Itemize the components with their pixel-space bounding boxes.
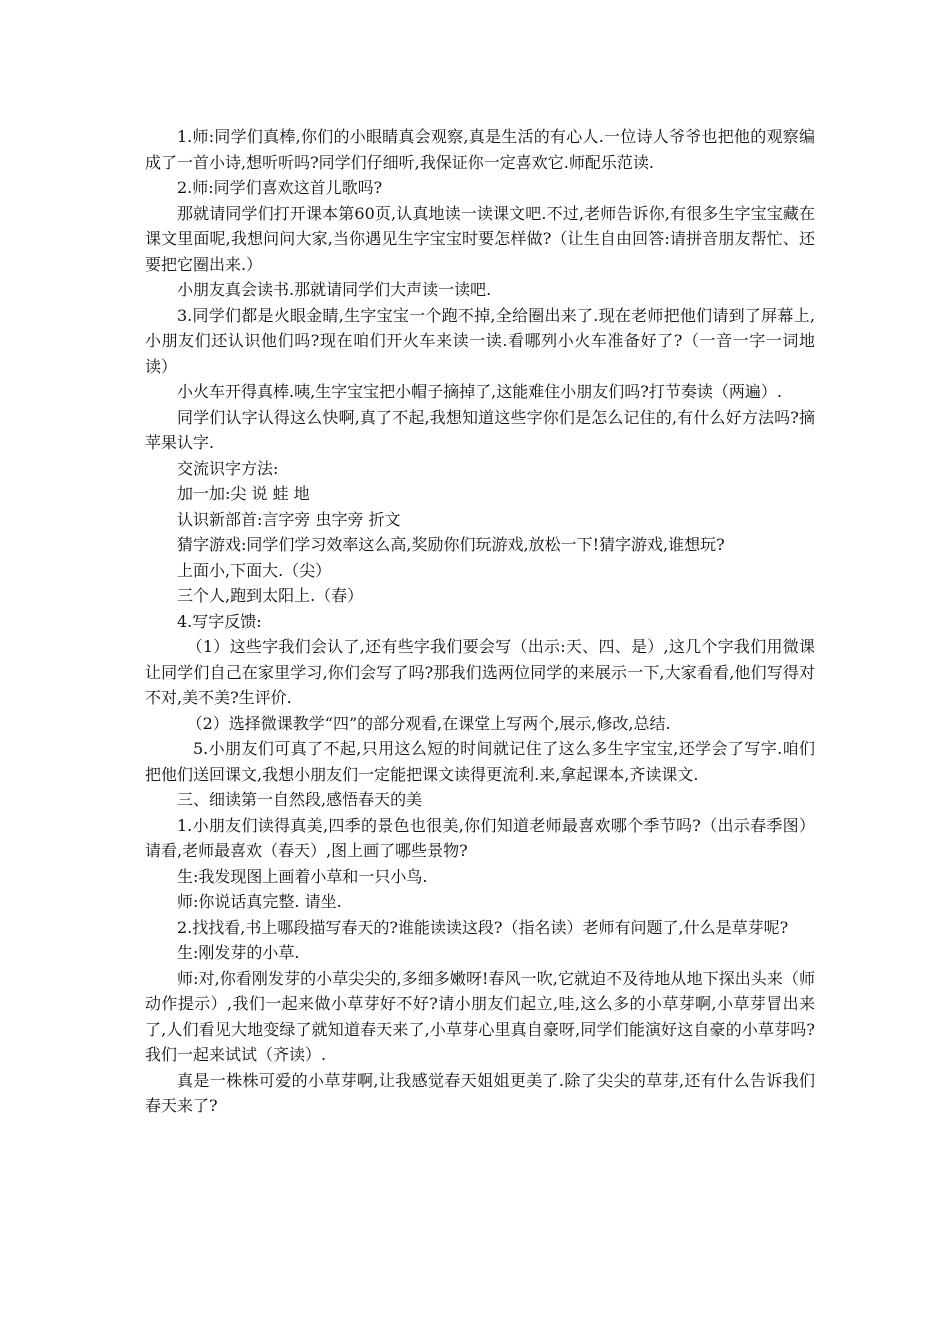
paragraph: 4.写字反馈:: [177, 611, 262, 631]
paragraph: 那就请同学们打开课本第60页,认真地读一读课文吧.不过,老师告诉你,有很多生字宝宝藏在课文里面呢,我想问问大家,当你遇见生字宝宝时要怎样做?（让生自由回答:请拼音朋友帮忙、还要把它圈出来.）: [145, 203, 815, 274]
document-body: [145, 124, 815, 1119]
paragraph: 生:我发现图上画着小草和一只小鸟.: [177, 866, 428, 886]
paragraph: 猜字游戏:同学们学习效率这么高,奖励你们玩游戏,放松一下!猜字游戏,谁想玩?: [177, 535, 725, 554]
paragraph: 2.师:同学们喜欢这首儿歌吗?: [177, 178, 383, 197]
paragraph: 上面小,下面大.（尖）: [177, 560, 332, 580]
paragraph: （1）这些字我们会认了,还有些字我们要会写（出示:天、四、是）,这几个字我们用微课让同学们自己在家里学习,你们会写了吗?那我们选两位同学的来展示一下,大家看看,他们写得对不对,美不美?生评价.: [145, 637, 815, 707]
paragraph: 5.小朋友们可真了不起,只用这么短的时间就记住了这么多生字宝宝,还学会了写字.咱们把他们送回课文,我想小朋友们一定能把课文读得更流利.来,拿起课本,齐读课文.: [145, 739, 815, 784]
section-heading: 三、细读第一自然段,感悟春天的美: [177, 790, 423, 809]
paragraph: 1.小朋友们读得真美,四季的景色也很美,你们知道老师最喜欢哪个季节吗?（出示春季图）请看,老师最喜欢（春天）,图上画了哪些景物?: [145, 815, 815, 860]
paragraph: 生:刚发芽的小草.: [177, 943, 300, 962]
paragraph: （2）选择微课教学“四”的部分观看,在课堂上写两个,展示,修改,总结.: [186, 713, 671, 733]
paragraph: 2.找找看,书上哪段描写春天的?谁能读读这段?（指名读）老师有问题了,什么是草芽呢?: [177, 917, 789, 937]
paragraph: 真是一株株可爱的小草芽啊,让我感觉春天姐姐更美了.除了尖尖的草芽,还有什么告诉我们春天来了?: [145, 1070, 815, 1115]
paragraph: 交流识字方法:: [177, 458, 279, 478]
paragraph: 小朋友真会读书.那就请同学们大声读一读吧.: [177, 280, 492, 299]
paragraph: 1.师:同学们真棒,你们的小眼睛真会观察,真是生活的有心人.一位诗人爷爷也把他的观察编成了一首小诗,想听听吗?同学们仔细听,我保证你一定喜欢它.师配乐范读.: [145, 127, 815, 172]
paragraph: 同学们认字认得这么快啊,真了不起,我想知道这些字你们是怎么记住的,有什么好方法吗?摘苹果认字.: [145, 407, 815, 452]
paragraph: 认识新部首:言字旁 虫字旁 折文: [177, 509, 401, 529]
paragraph: 小火车开得真棒.咦,生字宝宝把小帽子摘掉了,这能难住小朋友们吗?打节奏读（两遍）.: [177, 382, 782, 401]
paragraph: 三个人,跑到太阳上.（春）: [177, 586, 364, 605]
paragraph: 师:对,你看刚发芽的小草尖尖的,多细多嫩呀!春风一吹,它就迫不及待地从地下探出头来（师动作提示）,我们一起来做小草芽好不好?请小朋友们起立,哇,这么多的小草芽啊,小草芽冒出来了,人们看见大地变绿了就知道春天来了,小草芽心里真自豪呀,同学们能演好这自豪的小草芽吗?我们一起来试试（齐读）.: [145, 968, 815, 1064]
paragraph: 师:你说话真完整. 请坐.: [177, 892, 342, 911]
paragraph: 加一加:尖 说 蛙 地: [177, 484, 310, 503]
paragraph: 3.同学们都是火眼金睛,生字宝宝一个跑不掉,全给圈出来了.现在老师把他们请到了屏幕上,小朋友们还认识他们吗?现在咱们开火车来读一读.看哪列小火车准备好了?（一音一字一词地读）: [145, 305, 815, 376]
